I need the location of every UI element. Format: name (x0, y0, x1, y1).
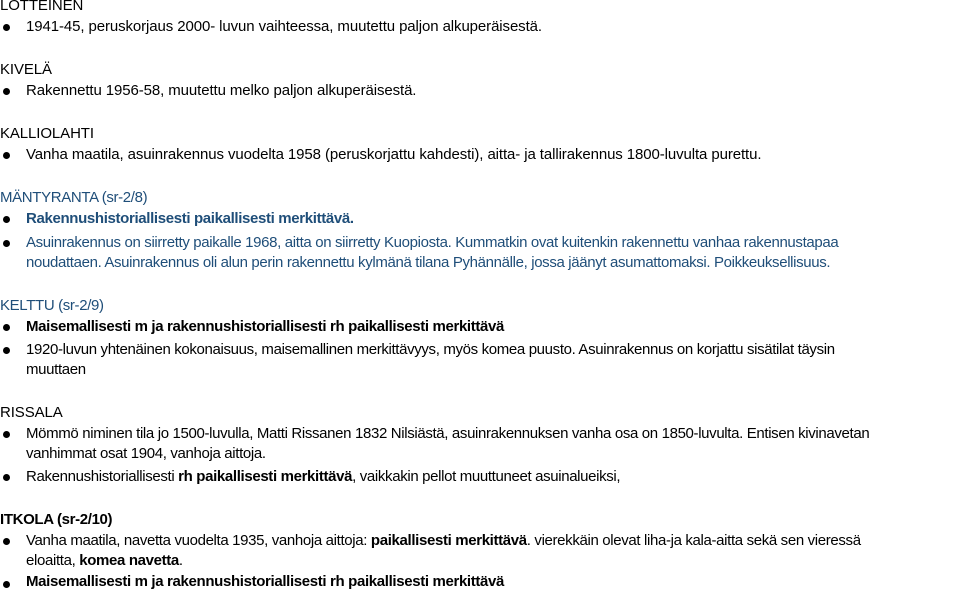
list-item: Rakennushistoriallisesti paikallisesti merkittävä. (26, 210, 354, 227)
list-item-continuation (26, 551, 183, 571)
section-heading-kivela: KIVELÄ (0, 61, 52, 78)
section-heading-lotteinen: LOTTEINEN (0, 0, 84, 14)
bullet-icon (3, 88, 10, 95)
bullet-icon (3, 538, 10, 545)
item-text: , vaikkakin pellot muuttuneet asuinalueiksi, (352, 468, 621, 485)
item-text: Rakennushistoriallisesti (26, 468, 179, 485)
bullet-icon (3, 152, 10, 159)
list-item: Rakennettu 1956-58, muutettu melko paljon alkuperäisestä. (26, 82, 417, 99)
bullet-icon (3, 216, 10, 223)
item-text-bold: paikallisesti merkittävä (370, 532, 527, 549)
section-heading-kalliolahti: KALLIOLAHTI (0, 125, 94, 142)
section-heading-rissala: RISSALA (0, 404, 63, 421)
list-item-continuation: muuttaen (26, 361, 86, 378)
item-text: . vierekkäin olevat liha-ja kala-aitta sekä sen vieressä (526, 532, 861, 549)
list-item: Mömmö niminen tila jo 1500-luvulla, Matti Rissanen 1832 Nilsiästä, asuinrakennuksen vanha osa on 1850-luvulta. Entisen kivinavetan (26, 425, 870, 442)
list-item-continuation: noudattaen. Asuinrakennus oli alun perin rakennettu kylmänä tilana Pyhännälle, jossa jäänyt asumattomaksi. Poikkeuksellisuus. (26, 254, 831, 271)
list-item (26, 467, 620, 487)
list-item: 1920-luvun yhtenäinen kokonaisuus, maisemallinen merkittävyys, myös komea puusto. Asuinrakennus on korjattu sisätilat täysin (26, 341, 835, 358)
list-item: Asuinrakennus on siirretty paikalle 1968, aitta on siirretty Kuopiosta. Kummatkin ovat kuitenkin rakennettu vanhaa rakennustapaa (26, 234, 839, 251)
list-item: Vanha maatila, asuinrakennus vuodelta 1958 (peruskorjattu kahdesti), aitta- ja tallirakennus 1800-luvulta purettu. (26, 146, 762, 163)
section-heading-itkola: ITKOLA (sr-2/10) (0, 511, 113, 528)
bullet-icon (3, 324, 10, 331)
list-item: Maisemallisesti m ja rakennushistoriallisesti rh paikallisesti merkittävä (26, 318, 505, 335)
list-item: 1941-45, peruskorjaus 2000- luvun vaihteessa, muutettu paljon alkuperäisestä. (26, 18, 542, 35)
item-text: . (178, 552, 183, 569)
section-heading-mantyranta: MÄNTYRANTA (sr-2/8) (0, 189, 148, 206)
bullet-icon (3, 24, 10, 31)
bullet-icon (3, 347, 10, 354)
list-item: Maisemallisesti m ja rakennushistoriallisesti rh paikallisesti merkittävä (26, 573, 505, 590)
bullet-icon (3, 581, 10, 588)
bullet-icon (3, 474, 10, 481)
item-text-bold: rh paikallisesti merkittävä (178, 468, 353, 485)
item-text: eloaitta, (26, 552, 80, 569)
section-heading-kelttu: KELTTU (sr-2/9) (0, 297, 104, 314)
item-text-bold: komea navetta (79, 552, 179, 569)
list-item-continuation: vanhimmat osat 1904, vanhoja aittoja. (26, 445, 266, 462)
bullet-icon (3, 431, 10, 438)
bullet-icon (3, 240, 10, 247)
item-text: Vanha maatila, navetta vuodelta 1935, vanhoja aittoja: (26, 532, 371, 549)
list-item (26, 531, 861, 551)
